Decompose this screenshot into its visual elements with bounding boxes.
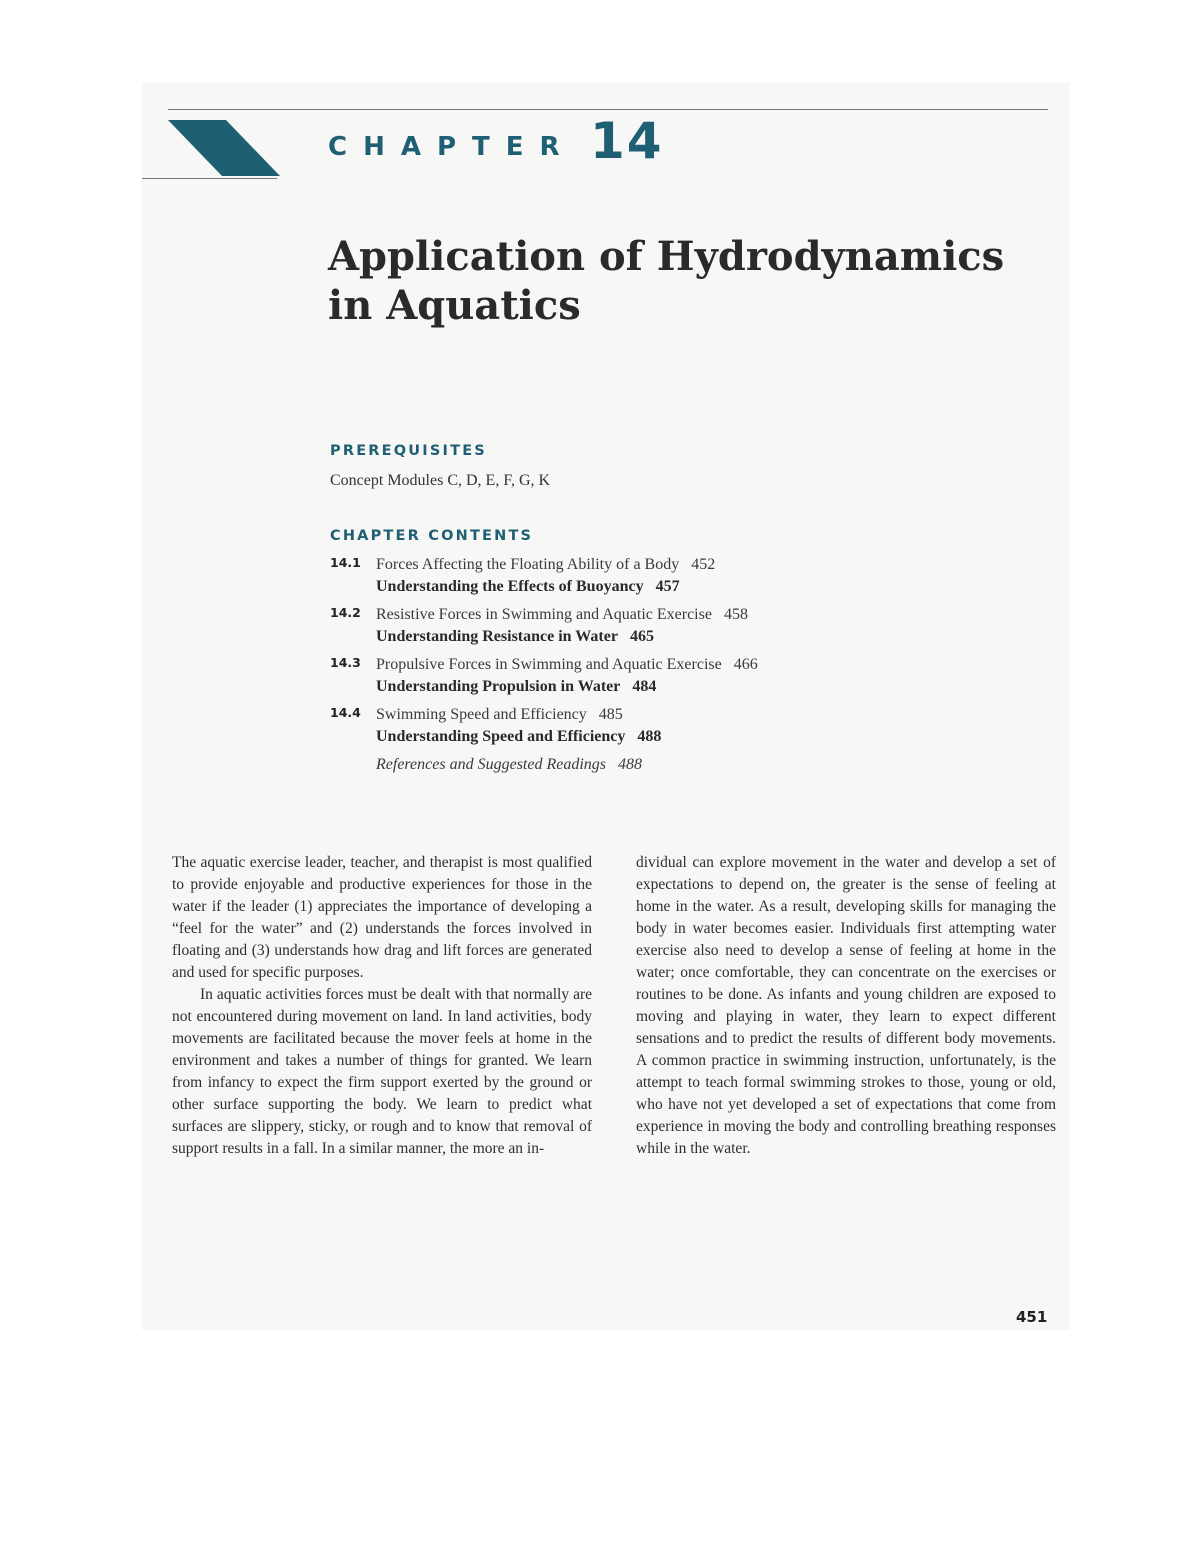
prerequisites-text: Concept Modules C, D, E, F, G, K (330, 472, 551, 489)
chapter-banner-shape (168, 120, 280, 176)
toc-understanding-page: 484 (632, 678, 657, 695)
toc-topic (376, 654, 950, 676)
body-paragraph: The aquatic exercise leader, teacher, and therapist is most qualified to provide enjoyable and productive experiences for those in the water if the leader (1) appreciates the importance of developing a “feel for the water” and (2) understands the forces involved in floating and (3) understands how drag and lift forces are generated and used for specific purposes. (172, 854, 592, 981)
toc-section-number: 14.1 (330, 555, 361, 570)
toc-understanding-title: Understanding the Effects of Buoyancy (376, 578, 644, 595)
toc-topic-title: Resistive Forces in Swimming and Aquatic Exercise (376, 606, 712, 623)
toc-understanding-title: Understanding Resistance in Water (376, 628, 618, 645)
toc-topic-title: Propulsive Forces in Swimming and Aquatic Exercise (376, 656, 722, 673)
toc-understanding-page: 465 (629, 628, 654, 645)
body-paragraph: In aquatic activities forces must be dealt with that normally are not encountered during movement on land. In land activities, body movements are facilitated because the mover feels at home in the environment and takes a number of things for granted. We learn from infancy to expect the firm support exerted by the ground or other surface supporting the body. We learn to predict what surfaces are slippery, sticky, or rough and to know that removal of support results in a fall. In a similar manner, the more an in- (172, 986, 592, 1157)
top-rule (168, 109, 1048, 110)
body-column-right (636, 852, 1056, 1160)
chapter-title (328, 232, 1028, 330)
toc-entry (330, 654, 950, 698)
header-left-rule (142, 178, 277, 179)
toc-entry (330, 554, 950, 598)
toc-understanding-page: 457 (655, 578, 680, 595)
toc-section-number: 14.4 (330, 705, 361, 720)
toc-references (376, 754, 950, 776)
toc-topic-page: 452 (691, 556, 716, 573)
toc-topic-title: Swimming Speed and Efficiency (376, 706, 587, 723)
toc-understanding (376, 726, 950, 748)
body-column-left (172, 852, 592, 1160)
body-paragraph: dividual can explore movement in the water and develop a set of expectations to depend on, the greater is the sense of feeling at home in the water. As a result, developing skills for managing the body in water becomes easier. Individuals first attempting water exercise also need to develop a sense of feeling at home in the water; once comfortable, they can concentrate on the exercises or routines to be done. As infants and young children are exposed to moving and playing in water, they learn to expect different sensations and to predict the results of different body movements. A common practice in swimming instruction, unfortunately, is the attempt to teach formal swimming strokes to those, young or old, who have not yet developed a set of expectations that come from experience in moving the body and controlling breathing responses while in the water. (636, 854, 1056, 1157)
toc-understanding (376, 576, 950, 598)
toc-entry (330, 604, 950, 648)
chapter-number: 14 (590, 112, 664, 170)
toc-topic-page: 466 (733, 656, 758, 673)
chapter-label: CHAPTER (328, 132, 576, 162)
chapter-title-line-2: in Aquatics (328, 282, 581, 329)
toc-understanding (376, 626, 950, 648)
toc-entry (330, 704, 950, 748)
toc-understanding-page: 488 (637, 728, 662, 745)
toc-topic (376, 554, 950, 576)
toc-topic-page: 485 (598, 706, 623, 723)
toc-topic-title: Forces Affecting the Floating Ability of a Body (376, 556, 680, 573)
chapter-contents-heading: CHAPTER CONTENTS (330, 528, 534, 544)
toc-references-page: 488 (618, 756, 643, 773)
chapter-contents-list (330, 554, 950, 776)
toc-understanding (376, 676, 950, 698)
chapter-title-line-1: Application of Hydrodynamics (328, 233, 1005, 280)
toc-references-title: References and Suggested Readings (376, 756, 607, 773)
toc-topic (376, 604, 950, 626)
page-number: 451 (1016, 1308, 1048, 1326)
toc-section-number: 14.2 (330, 605, 361, 620)
toc-topic (376, 704, 950, 726)
toc-topic-page: 458 (723, 606, 748, 623)
toc-section-number: 14.3 (330, 655, 361, 670)
toc-understanding-title: Understanding Speed and Efficiency (376, 728, 626, 745)
prerequisites-heading: PREREQUISITES (330, 443, 487, 459)
toc-understanding-title: Understanding Propulsion in Water (376, 678, 621, 695)
